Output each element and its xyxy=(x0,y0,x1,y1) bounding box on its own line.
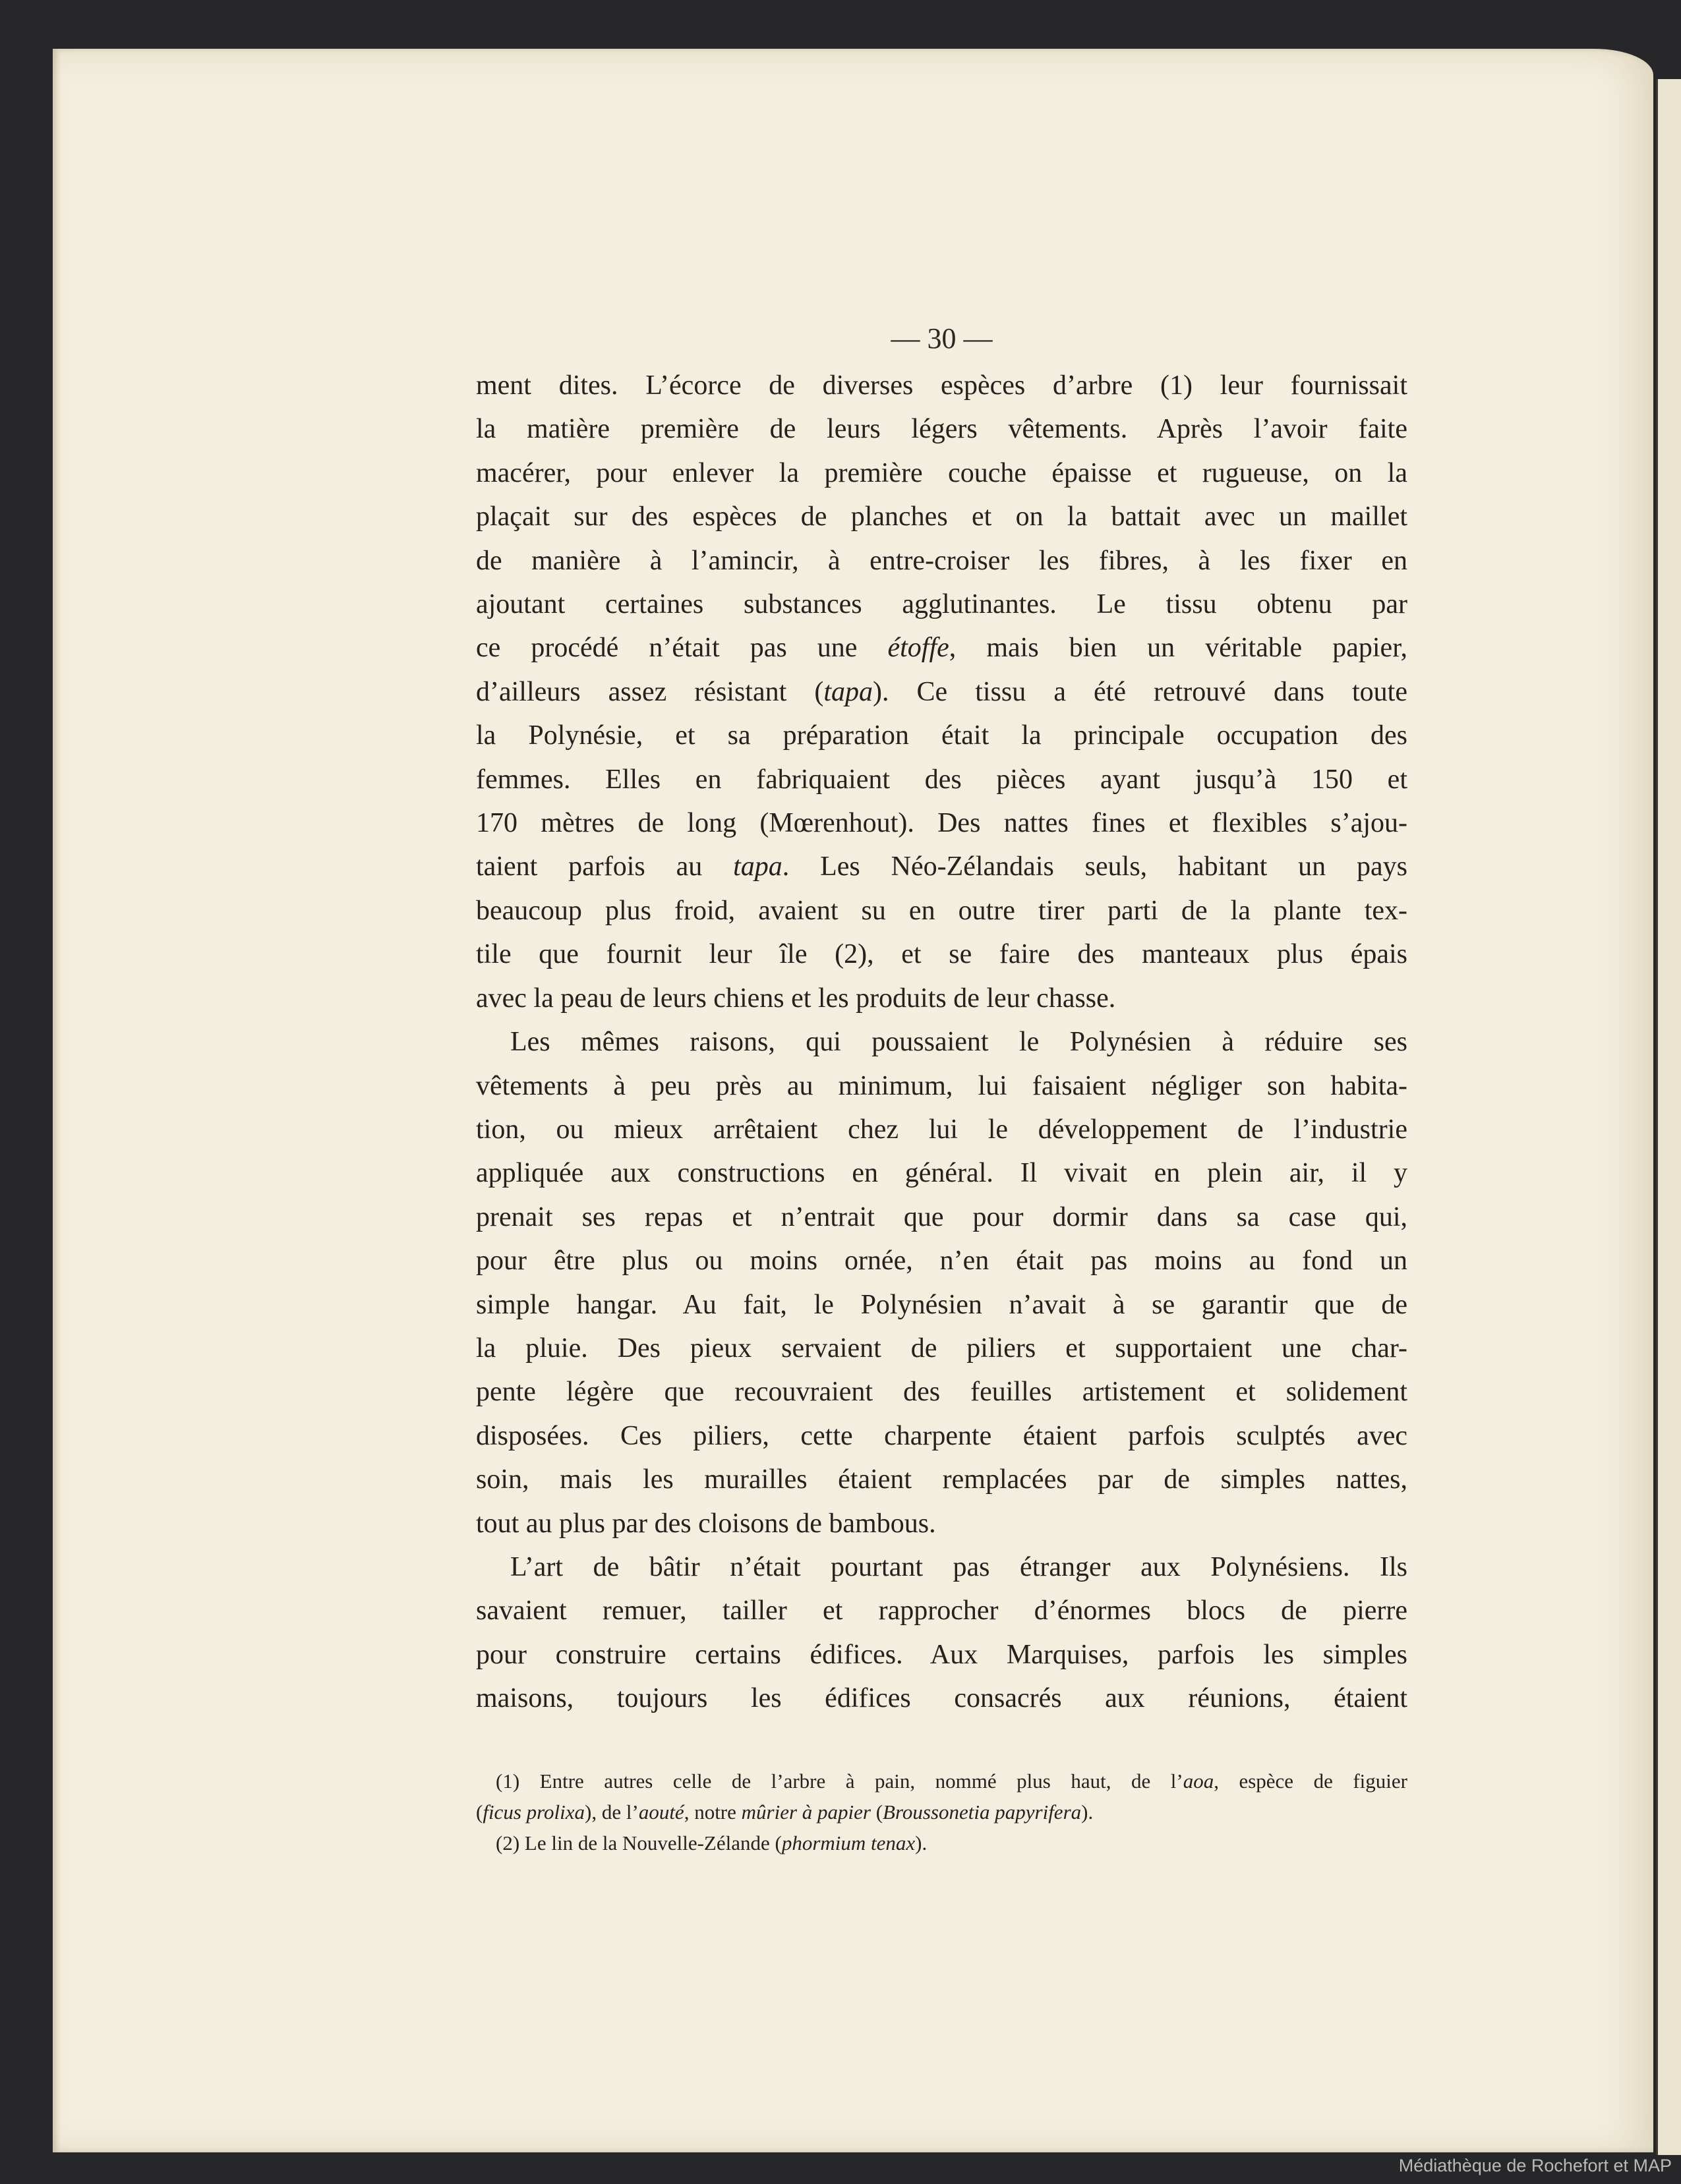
text-line xyxy=(476,1633,1407,1677)
italic-text: ficus prolixa xyxy=(483,1800,585,1824)
text-line xyxy=(476,758,1407,801)
text-segment: simple hangar. Au fait, le Polynésien n’avait à se garantir que de xyxy=(476,1289,1407,1320)
text-segment: avec la peau de leurs chiens et les produits de leur chasse. xyxy=(476,983,1116,1014)
text-segment: vêtements à peu près au minimum, lui faisaient négliger son habita- xyxy=(476,1070,1407,1101)
text-line xyxy=(476,1151,1407,1195)
text-line xyxy=(476,407,1407,451)
text-segment: (2) Le lin de la Nouvelle-Zélande ( xyxy=(496,1831,782,1854)
footnote-line xyxy=(476,1766,1407,1796)
book-page xyxy=(53,49,1653,2152)
body-text xyxy=(476,364,1407,1721)
text-line xyxy=(476,1677,1407,1720)
text-line xyxy=(476,977,1407,1020)
text-segment: soin, mais les murailles étaient remplacées par de simples nattes, xyxy=(476,1464,1407,1495)
italic-text: étoffe xyxy=(887,633,949,664)
text-line xyxy=(476,626,1407,670)
text-segment: savaient remuer, tailler et rapprocher d’énormes blocs de pierre xyxy=(476,1595,1407,1626)
text-line xyxy=(476,495,1407,538)
text-segment: la Polynésie, et sa préparation était la principale occupation des xyxy=(476,720,1407,751)
page-content xyxy=(476,364,1407,1858)
text-line xyxy=(476,1458,1407,1501)
text-segment: disposées. Ces piliers, cette charpente étaient parfois sculptés avec xyxy=(476,1420,1407,1451)
text-line xyxy=(476,670,1407,714)
text-segment: , notre xyxy=(684,1800,742,1824)
text-line xyxy=(476,451,1407,495)
text-line xyxy=(476,539,1407,583)
text-segment: ( xyxy=(476,1800,483,1824)
text-segment: ). xyxy=(915,1831,928,1854)
text-segment: plaçait sur des espèces de planches et on la battait avec un maillet xyxy=(476,502,1407,532)
text-segment: femmes. Elles en fabriquaient des pièces ayant jusqu’à 150 et xyxy=(476,764,1407,795)
italic-text: aouté xyxy=(638,1800,684,1824)
text-line xyxy=(476,364,1407,407)
footnote-line xyxy=(476,1827,1407,1858)
text-segment: tout au plus par des cloisons de bambous. xyxy=(476,1508,936,1539)
italic-text: phormium tenax xyxy=(781,1831,916,1854)
adjacent-page-edge xyxy=(1656,79,1681,2155)
text-segment: de manière à l’amincir, à entre-croiser les fibres, à les fixer en xyxy=(476,545,1407,576)
text-segment: ajoutant certaines substances agglutinantes. Le tissu obtenu par xyxy=(476,589,1407,620)
text-line xyxy=(476,1064,1407,1108)
text-line xyxy=(476,1414,1407,1458)
text-segment: maisons, toujours les édifices consacrés aux réunions, étaient xyxy=(476,1683,1407,1714)
text-segment: ce procédé n’était pas une xyxy=(476,633,888,664)
text-segment: ( xyxy=(870,1800,883,1824)
text-segment: pour construire certains édifices. Aux Marquises, parfois les simples xyxy=(476,1639,1407,1670)
text-line xyxy=(476,1283,1407,1327)
text-segment: tile que fournit leur île (2), et se faire des manteaux plus épais xyxy=(476,939,1407,970)
text-segment: Les mêmes raisons, qui poussaient le Polynésien à réduire ses xyxy=(510,1027,1407,1058)
text-segment: ment dites. L’écorce de diverses espèces d’arbre (1) leur fournissait xyxy=(476,370,1407,401)
text-segment: ). xyxy=(1081,1800,1094,1824)
text-line xyxy=(476,583,1407,626)
text-line xyxy=(476,1545,1407,1589)
text-segment: , mais bien un véritable papier, xyxy=(949,633,1407,664)
text-segment: pour être plus ou moins ornée, n’en était pas moins au fond un xyxy=(476,1246,1407,1277)
text-segment: 170 mètres de long (Mœrenhout). Des nattes fines et flexibles s’ajou- xyxy=(476,808,1407,839)
footnote-line xyxy=(476,1796,1407,1827)
text-segment: la pluie. Des pieux servaient de piliers et supportaient une char- xyxy=(476,1333,1407,1364)
text-segment: d’ailleurs assez résistant ( xyxy=(476,676,824,707)
text-segment: taient parfois au xyxy=(476,851,734,882)
text-segment: L’art de bâtir n’était pourtant pas étranger aux Polynésiens. Ils xyxy=(510,1551,1407,1582)
italic-text: tapa xyxy=(733,851,782,882)
text-line xyxy=(476,933,1407,976)
text-segment: la matière première de leurs légers vêtements. Après l’avoir faite xyxy=(476,414,1407,445)
text-segment: macérer, pour enlever la première couche épaisse et rugueuse, on la xyxy=(476,457,1407,488)
text-segment: (1) Entre autres celle de l’arbre à pain, nommé plus haut, de l’ xyxy=(496,1769,1183,1793)
text-line xyxy=(476,1589,1407,1632)
text-line xyxy=(476,1020,1407,1064)
text-line xyxy=(476,1370,1407,1414)
text-line xyxy=(476,1239,1407,1282)
text-segment: tion, ou mieux arrêtaient chez lui le développement de l’industrie xyxy=(476,1114,1407,1145)
text-line xyxy=(476,1502,1407,1545)
text-line xyxy=(476,1108,1407,1151)
text-segment: , espèce de figuier xyxy=(1214,1769,1407,1793)
text-line xyxy=(476,801,1407,845)
text-line xyxy=(476,714,1407,757)
text-segment: appliquée aux constructions en général. Il vivait en plein air, il y xyxy=(476,1158,1407,1189)
text-segment: ), de l’ xyxy=(585,1800,639,1824)
text-segment: ). Ce tissu a été retrouvé dans toute xyxy=(873,676,1407,707)
text-segment: beaucoup plus froid, avaient su en outre tirer parti de la plante tex- xyxy=(476,895,1407,926)
text-segment: . Les Néo-Zélandais seuls, habitant un pays xyxy=(782,851,1408,882)
text-segment: pente légère que recouvraient des feuilles artistement et solidement xyxy=(476,1377,1407,1408)
text-segment: prenait ses repas et n’entrait que pour dormir dans sa case qui, xyxy=(476,1201,1407,1232)
text-line xyxy=(476,889,1407,933)
page-number: — 30 — xyxy=(891,322,993,355)
italic-text: Broussonetia papyrifera xyxy=(883,1800,1082,1824)
italic-text: aoa xyxy=(1183,1769,1214,1793)
footnotes xyxy=(476,1766,1407,1858)
text-line xyxy=(476,1327,1407,1370)
text-line xyxy=(476,845,1407,888)
italic-text: mûrier à papier xyxy=(741,1800,871,1824)
watermark: Médiathèque de Rochefort et MAP xyxy=(1398,2156,1672,2175)
italic-text: tapa xyxy=(823,676,873,707)
text-line xyxy=(476,1195,1407,1239)
